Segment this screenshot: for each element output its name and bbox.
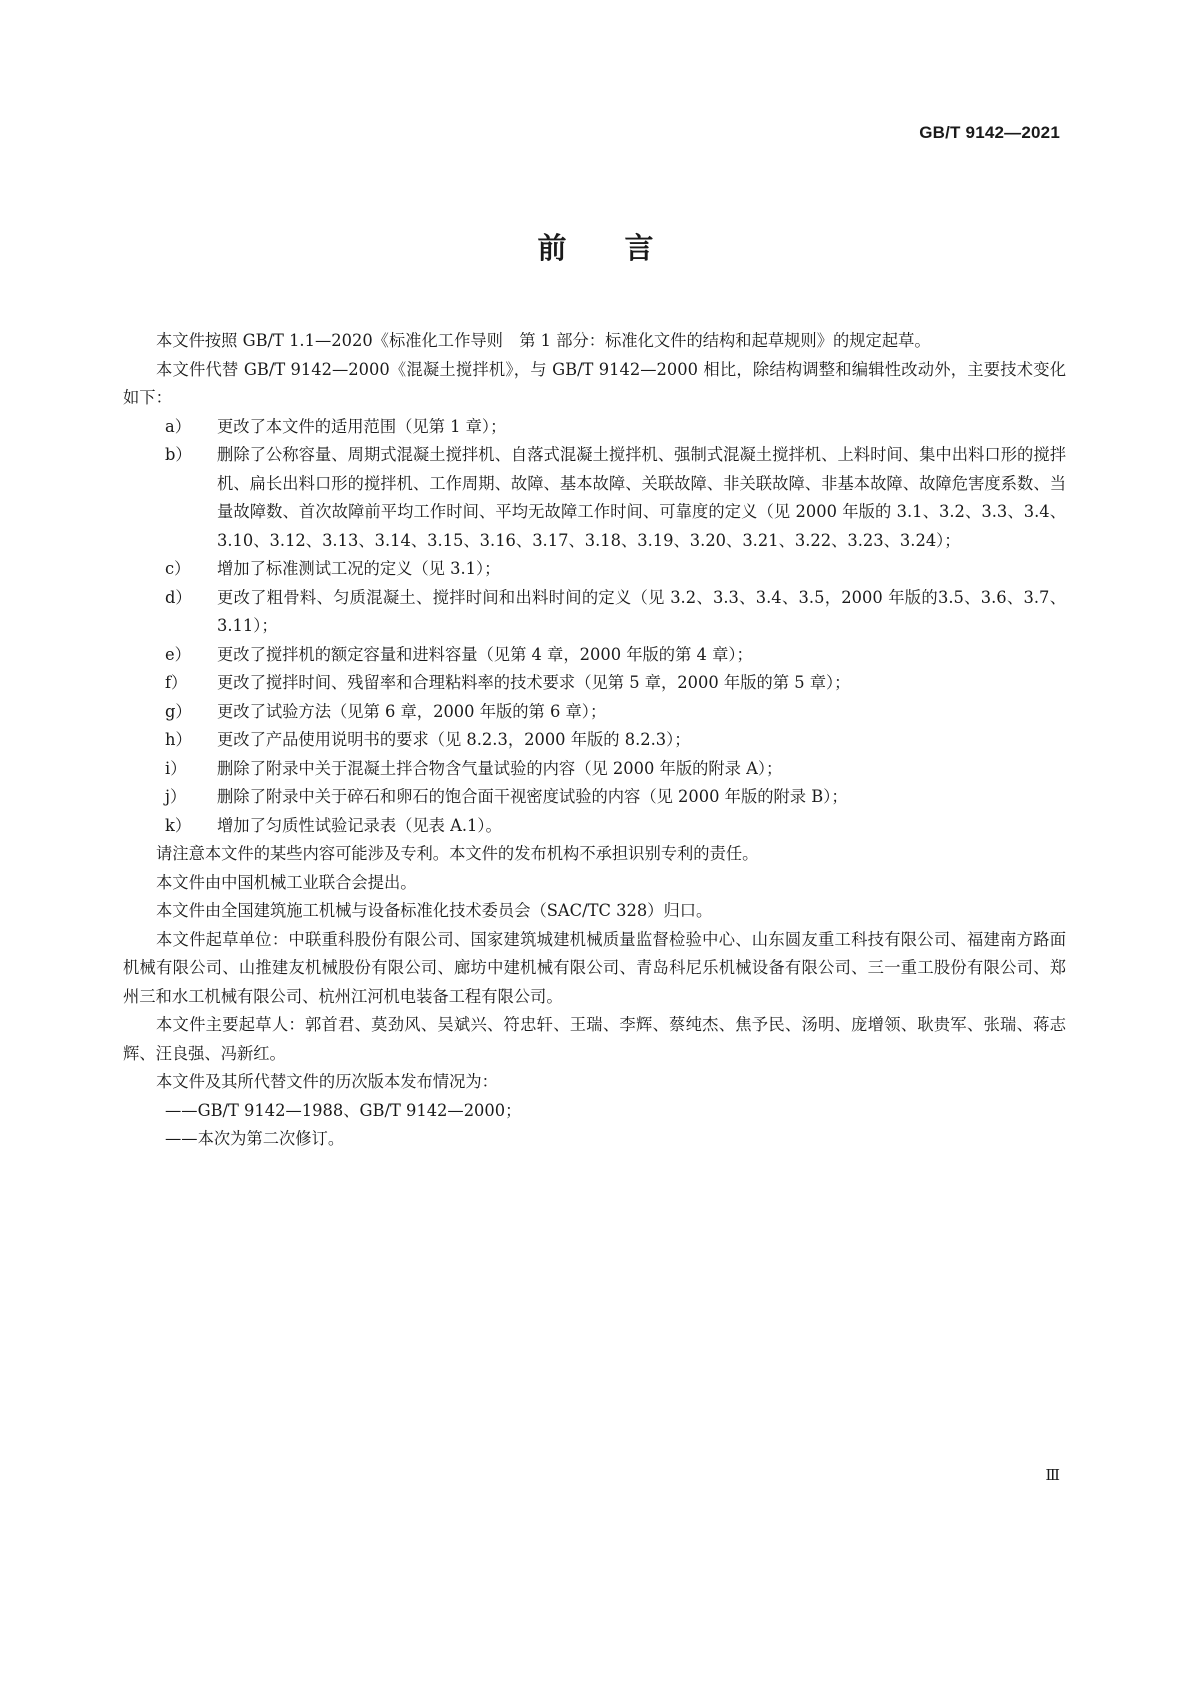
list-item-mark: i） <box>165 758 187 778</box>
list-item-text: 更改了试验方法（见第 6 章，2000 年版的第 6 章）； <box>217 701 607 721</box>
list-item <box>123 698 1066 727</box>
document-body <box>123 327 1066 1154</box>
list-item <box>123 555 1066 584</box>
list-item-mark: a） <box>165 416 191 436</box>
list-item-text: 增加了匀质性试验记录表（见表 A.1）。 <box>217 815 502 835</box>
title-char-2: 言 <box>624 231 654 265</box>
list-item-text: 增加了标准测试工况的定义（见 3.1）； <box>217 559 501 578</box>
paragraph-drafting-rules: 本文件按照 GB/T 1.1—2020《标准化工作导则 第 1 部分：标准化文件的结构和起草规则》的规定起草。 <box>156 331 931 350</box>
changes-list <box>123 413 1066 841</box>
paragraph-centralized-by: 本文件由全国建筑施工机械与设备标准化技术委员会（SAC/TC 328）归口。 <box>156 901 713 920</box>
list-item-text: 更改了搅拌机的额定容量和进料容量（见第 4 章，2000 年版的第 4 章）； <box>217 644 753 664</box>
list-item <box>123 812 1066 841</box>
list-item-mark: g） <box>165 701 192 721</box>
list-item-mark: j） <box>165 787 187 806</box>
list-item: ——GB/T 9142—1988、GB/T 9142—2000； <box>165 1100 522 1120</box>
history-list <box>123 1097 1066 1154</box>
list-item-mark: k） <box>165 815 192 835</box>
list-item <box>123 641 1066 670</box>
list-item-text: 更改了粗骨料、匀质混凝土、搅拌时间和出料时间的定义（见 3.2、3.3、3.4、3.5，2000 年版的3.5、3.6、3.7、3.11）； <box>217 587 1066 635</box>
list-item-mark: h） <box>165 730 192 749</box>
paragraph-history-intro: 本文件及其所代替文件的历次版本发布情况为： <box>156 1072 498 1091</box>
list-item-text: 删除了附录中关于混凝土拌合物含气量试验的内容（见 2000 年版的附录 A）； <box>217 758 783 778</box>
list-item <box>123 783 1066 812</box>
paragraph-drafters: 本文件主要起草人：郭首君、莫劲风、吴斌兴、符忠轩、王瑞、李辉、蔡纯杰、焦予民、汤明、庞增领、耿贵军、张瑞、蒋志辉、汪良强、冯新红。 <box>123 1015 1066 1063</box>
list-item-text: 更改了搅拌时间、残留率和合理粘料率的技术要求（见第 5 章，2000 年版的第 5 章）； <box>217 673 851 692</box>
list-item <box>123 755 1066 784</box>
list-item-mark: c） <box>165 559 191 578</box>
list-item-mark: f） <box>165 673 188 692</box>
paragraph-replacement: 本文件代替 GB/T 9142—2000《混凝土搅拌机》，与 GB/T 9142—2000 相比，除结构调整和编辑性改动外，主要技术变化如下： <box>123 359 1066 407</box>
page-number: Ⅲ <box>1045 1466 1060 1484</box>
list-item-text: 更改了本文件的适用范围（见第 1 章）； <box>217 416 507 436</box>
title-char-1: 前 <box>537 231 567 265</box>
document-code: GB/T 9142—2021 <box>919 123 1060 142</box>
list-item <box>123 584 1066 641</box>
page-title <box>0 226 1191 267</box>
list-item <box>123 413 1066 442</box>
list-item-text: 删除了公称容量、周期式混凝土搅拌机、自落式混凝土搅拌机、强制式混凝土搅拌机、上料时间、集中出料口形的搅拌机、扁长出料口形的搅拌机、工作周期、故障、基本故障、关联故障、非关联故障、非基本故障、故障危害度系数、当量故障数、首次故障前平均工作时间、平均无故障工作时间、可靠度的定义（见 2000 年版的 3.1、3.2、3.3、3.4、3.10、3.12、3.13、3.14、3.15、3.16、3.17、3.18、3.19、3.20、3.21、3.22、3.23、3.24）； <box>217 445 1066 550</box>
list-item <box>123 669 1066 698</box>
list-item <box>123 726 1066 755</box>
list-item-mark: d） <box>165 587 192 607</box>
paragraph-drafting-units: 本文件起草单位：中联重科股份有限公司、国家建筑城建机械质量监督检验中心、山东圆友重工科技有限公司、福建南方路面机械有限公司、山推建友机械股份有限公司、廊坊中建机械有限公司、青岛科尼乐机械设备有限公司、三一重工股份有限公司、郑州三和水工机械有限公司、杭州江河机电装备工程有限公司。 <box>123 929 1066 1006</box>
paragraph-proposed-by: 本文件由中国机械工业联合会提出。 <box>156 872 417 892</box>
list-item: ——本次为第二次修订。 <box>165 1129 345 1148</box>
list-item-mark: e） <box>165 644 191 664</box>
list-item-text: 删除了附录中关于碎石和卵石的饱合面干视密度试验的内容（见 2000 年版的附录 B）； <box>217 787 848 806</box>
list-item <box>123 441 1066 555</box>
list-item-mark: b） <box>165 445 192 464</box>
paragraph-patent-notice: 请注意本文件的某些内容可能涉及专利。本文件的发布机构不承担识别专利的责任。 <box>156 844 759 863</box>
list-item-text: 更改了产品使用说明书的要求（见 8.2.3，2000 年版的 8.2.3）； <box>217 730 691 749</box>
